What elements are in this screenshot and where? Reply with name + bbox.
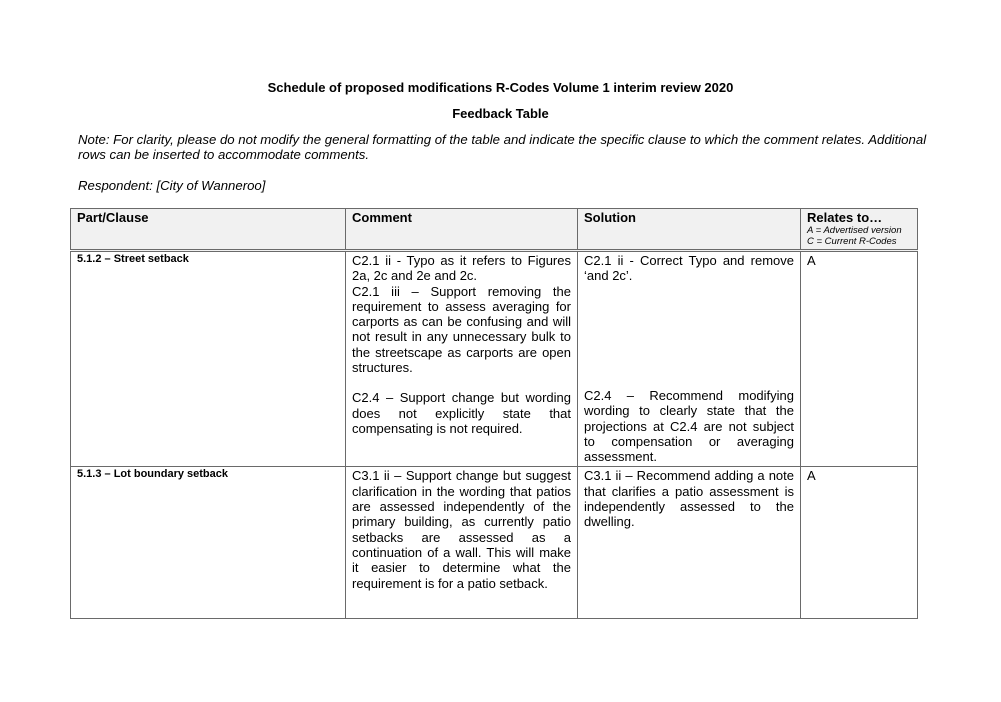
instruction-note: Note: For clarity, please do not modify the general formatting of the table and indicate the specific clause to which the comment relates. Additional rows can be inserted to accommodate comments. xyxy=(78,132,927,162)
solution-paragraph: C2.1 ii - Correct Typo and remove ‘and 2c’. xyxy=(584,253,794,284)
comment-paragraph: C2.1 iii – Support removing the requirement to assess averaging for carports as can be confusing and will not result in any unnecessary bulk to the streetscape as carports are open structures. xyxy=(352,283,571,376)
header-comment: Comment xyxy=(346,209,578,251)
comment-paragraph: C3.1 ii – Support change but suggest clarification in the wording that patios are assessed independently of the primary building, as currently patio setbacks are assessed as a continuation of a wall. This will make it easier to determine what the requirement is for a patio setback. xyxy=(352,468,571,591)
table-row xyxy=(71,467,918,619)
table-header-row xyxy=(71,209,918,251)
document-title: Schedule of proposed modifications R-Codes Volume 1 interim review 2020 xyxy=(267,80,734,95)
row-relates-to: A xyxy=(801,251,918,467)
solution-paragraph: C3.1 ii – Recommend adding a note that clarifies a patio assessment is independently assessed to the dwelling. xyxy=(584,468,794,530)
row-solution xyxy=(578,467,801,619)
row-relates-to: A xyxy=(801,467,918,619)
relates-note-advertised: A = Advertised version xyxy=(807,225,902,236)
header-relates-to-label: Relates to… xyxy=(807,210,883,225)
header-part-clause: Part/Clause xyxy=(71,209,346,251)
row-part-clause: 5.1.3 – Lot boundary setback xyxy=(71,467,346,619)
document-subtitle: Feedback Table xyxy=(452,106,549,121)
respondent-label: Respondent: [City of Wanneroo] xyxy=(78,178,266,193)
header-solution: Solution xyxy=(578,209,801,251)
feedback-table xyxy=(70,208,918,619)
comment-paragraph: C2.1 ii - Typo as it refers to Figures 2a, 2c and 2e and 2c. xyxy=(352,253,571,284)
row-comment xyxy=(346,467,578,619)
solution-paragraph: C2.4 – Recommend modifying wording to clearly state that the projections at C2.4 are not subject to compensation or averaging assessment. xyxy=(584,388,794,465)
row-solution xyxy=(578,251,801,467)
comment-paragraph: C2.4 – Support change but wording does not explicitly state that compensating is not required. xyxy=(352,390,571,436)
row-comment xyxy=(346,251,578,467)
header-relates-to xyxy=(801,209,918,251)
table-row xyxy=(71,251,918,467)
relates-note-current: C = Current R-Codes xyxy=(807,236,897,247)
row-part-clause: 5.1.2 – Street setback xyxy=(71,251,346,467)
